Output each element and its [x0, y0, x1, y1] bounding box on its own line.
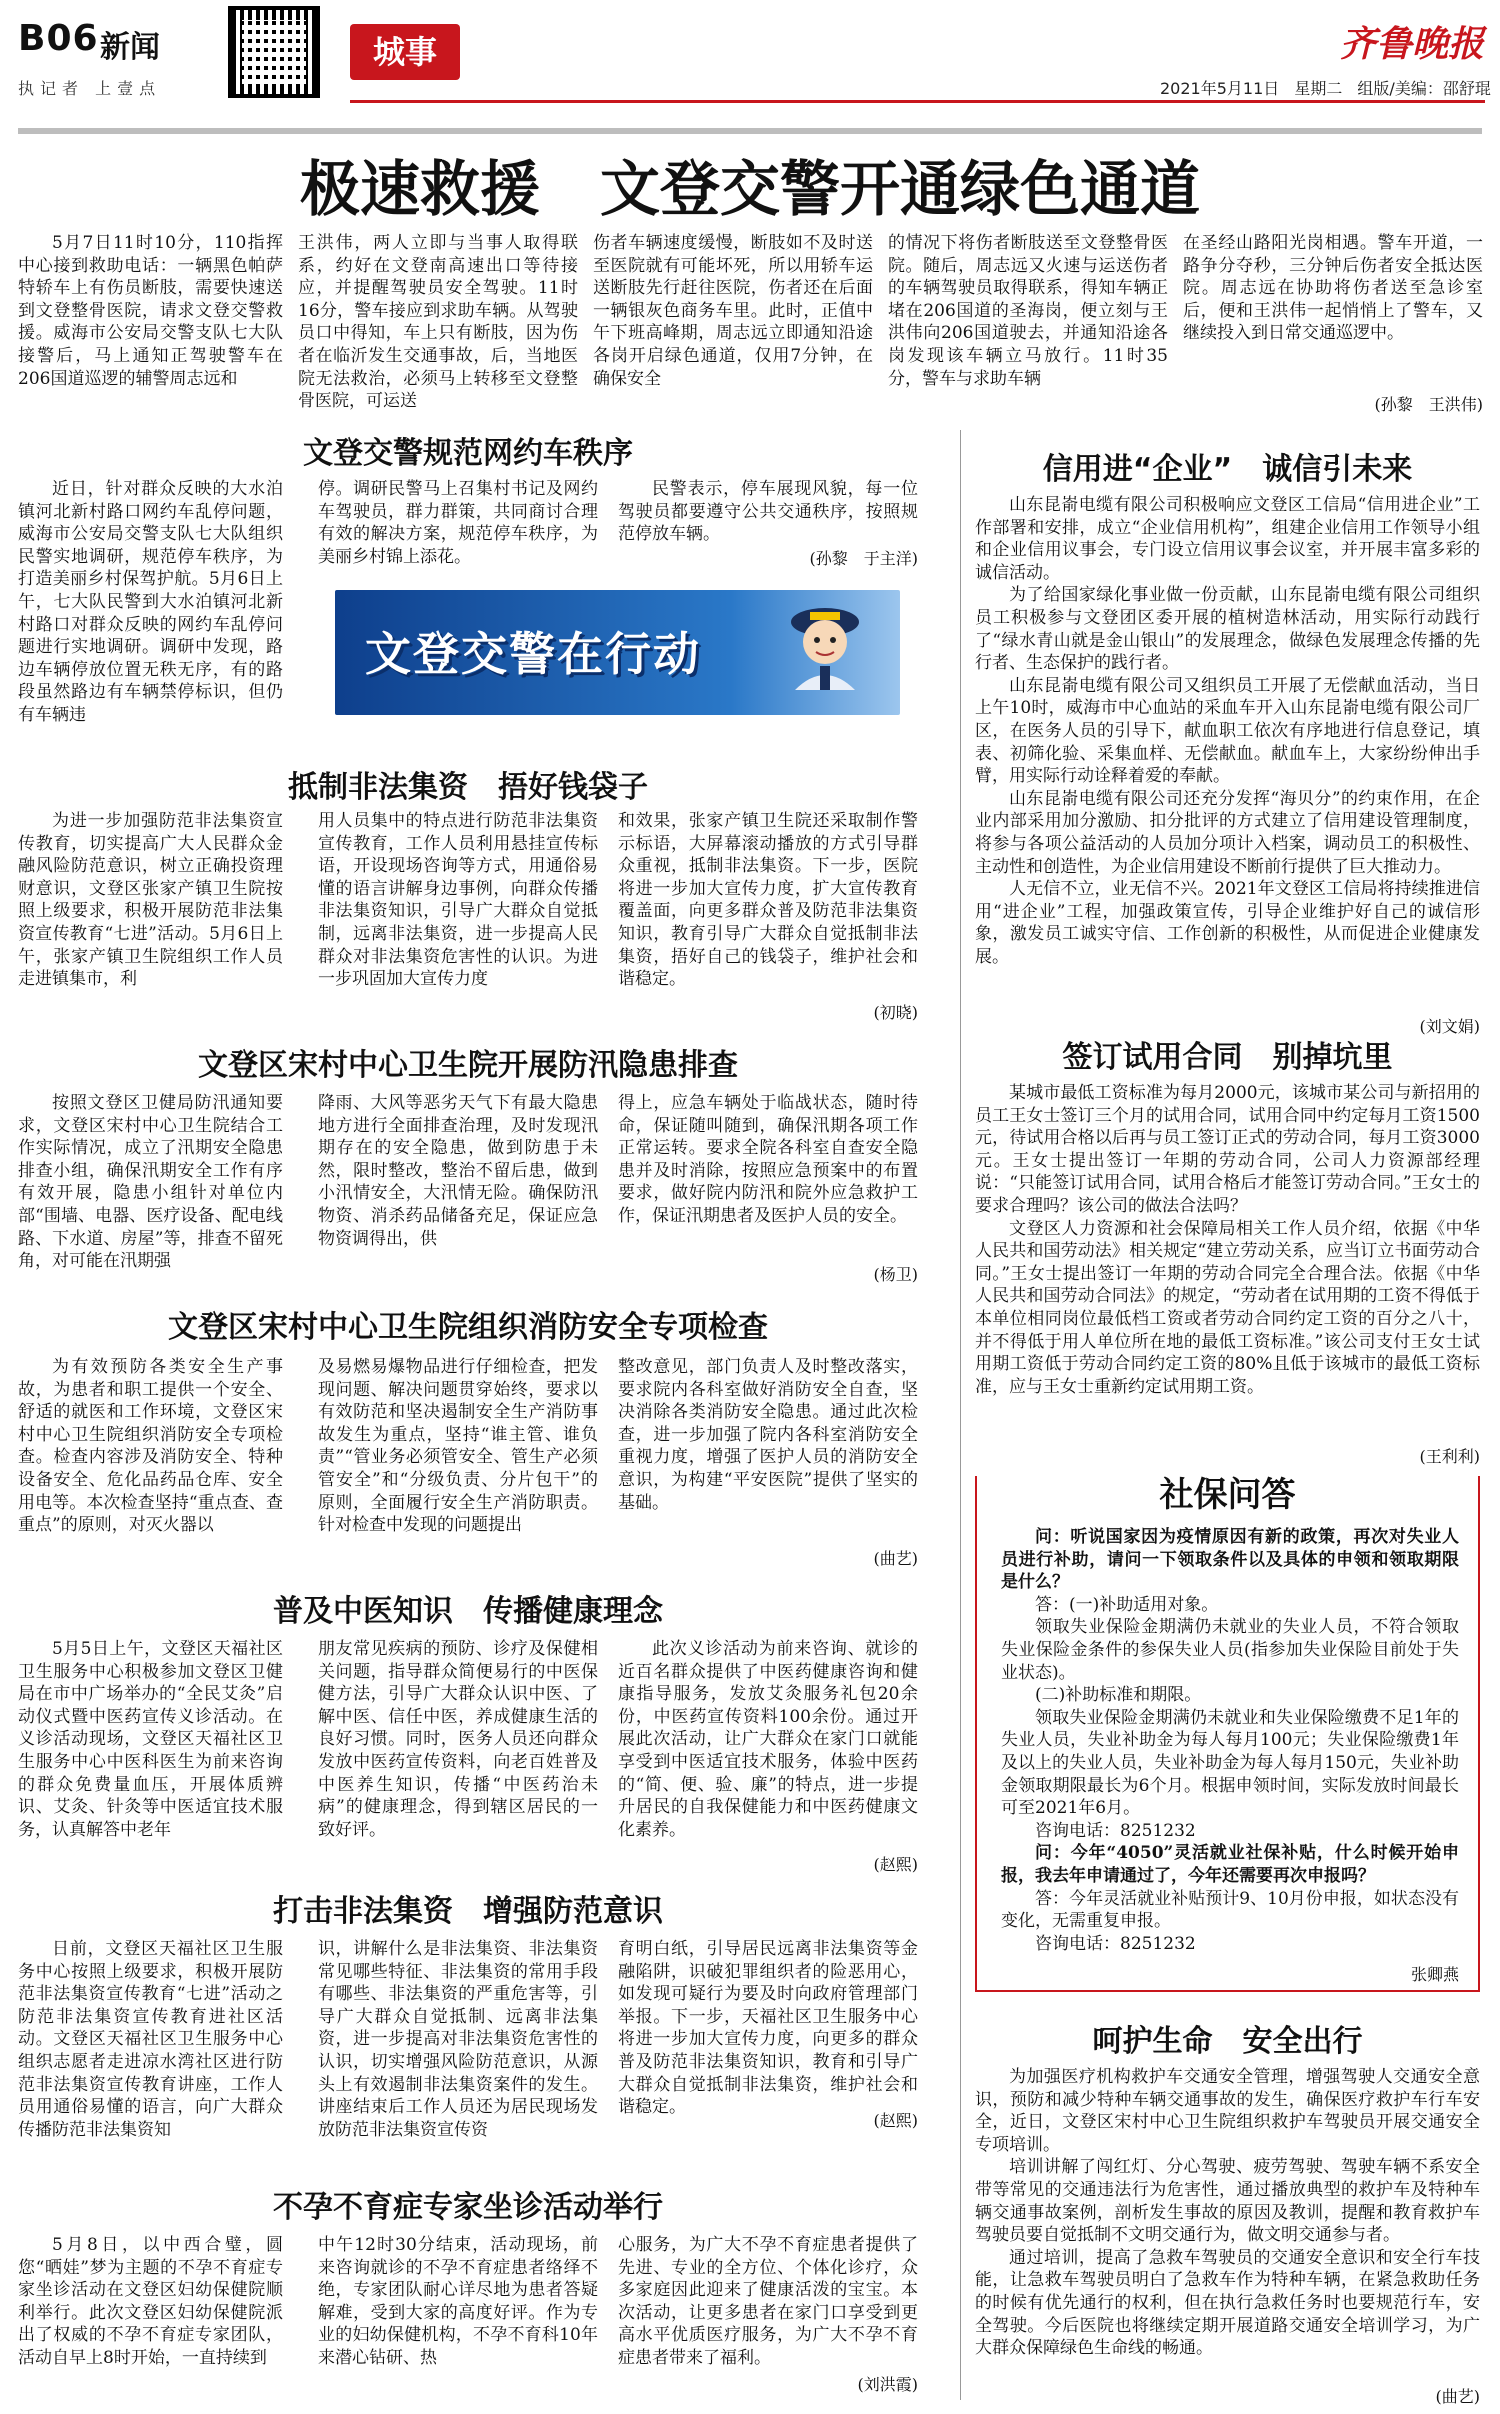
article-col-2: 停。调研民警马上召集村书记及网约车驾驶员，群力群策，共同商讨合理有效的解决方案，规范停车秩序，为美丽乡村锦上添花。: [318, 479, 598, 567]
article-headline: 抵制非法集资 捂好钱袋子: [288, 770, 648, 805]
article-col-1: 近日，针对群众反映的大水泊镇河北新村路口网约车乱停问题，威海市公安局交警支队七大队组织民警实地调研，规范停车秩序，为打造美丽乡村保驾护航。5月6日上午，七大队民警到大水泊镇河北新村路口对群众反映的网约车乱停问题进行实地调研。调研中发现，路边车辆停放位置无秩无序，有的路段虽然路边有车辆禁停标识，但仍有车辆违: [18, 479, 283, 725]
article-col-1: 按照文登区卫健局防汛通知要求，文登区宋村中心卫生院结合工作实际情况，成立了汛期安全隐患排查小组，确保汛期安全工作有序有效开展，隐患小组针对单位内部“围墙、电器、医疗设备、配电线路、下水道、房屋”等，排查不留死角，对可能在汛期强: [18, 1093, 283, 1272]
lead-headline: 极速救援 文登交警开通绿色通道: [300, 155, 1200, 225]
article-byline: (刘洪霞): [857, 2375, 918, 2394]
header-red-rule: [350, 100, 1485, 103]
article-byline: (杨卫): [873, 1265, 918, 1284]
article-col-3: 和效果，张家产镇卫生院还采取制作警示标语，大屏幕滚动播放的方式引导群众重视，抵制非法集资。下一步，医院将进一步加大宣传力度，扩大宣传教育覆盖面，向更多群众普及防范非法集资知识，教育引导广大群众自觉抵制非法集资，捂好自己的钱袋子，维护社会和谐稳定。: [618, 811, 918, 990]
lead-col-1: 5月7日11时10分，110指挥中心接到救助电话：一辆黑色帕萨特轿车上有伤员断肢，需要快速送到文登整骨医院，请求文登交警救援。威海市公安局交警支队七大队接警后，马上通知正驾驶警车在206国道巡逻的辅警周志远和: [18, 233, 283, 389]
article-headline: 签订试用合同 别掉坑里: [1062, 1040, 1393, 1075]
article-col-1: 5月8日，以中西合璧，圆您“晒娃”梦为主题的不孕不育症专家坐诊活动在文登区妇幼保健院顺利举行。此次文登区妇幼保健院派出了权威的不孕不育症专家团队，活动自早上8时开始，一直持续到: [18, 2235, 283, 2368]
police-banner: [335, 590, 900, 715]
article-body: 某城市最低工资标准为每月2000元，该城市某公司与新招用的员工王女士签订三个月的试用合同，试用合同中约定每月工资1500元，待试用合格以后再与员工签订正式的劳动合同，每月工资3000元。王女士提出签订一年期的劳动合同，公司人力资源部经理说：“只能签订试用合同，试用合格后才能签订劳动合同。”王女士的要求合理吗？该公司的做法合法吗？ 文登区人力资源和社会保障局相关工作人员介绍，依据《中华人民共和国劳动法》相关规定“建立劳动关系，应当订立书面劳动合同。”王女士提出签订一年期的劳动合同完全合理合法。依据《中华人民共和国劳动合同法》的规定，“劳动者在试用期的工资不得低于本单位相同岗位最低档工资或者劳动合同约定工资的百分之八十，并不得低于用人单位所在地的最低工资标准。”该公司支付王女士试用期工资低于劳动合同约定工资的80%且低于该城市的最低工资标准，应与王女士重新约定试用期工资。: [975, 1083, 1480, 1397]
editors-line: 执记者 上壹点: [18, 79, 162, 98]
qa-byline: 张卿燕: [1410, 1965, 1459, 1984]
article-headline: 打击非法集资 增强防范意识: [273, 1894, 663, 1929]
article-byline: (孙黎 于主洋): [809, 549, 918, 568]
social-security-qa-box: [975, 1476, 1480, 1992]
qr-code-icon[interactable]: [228, 6, 320, 98]
article-headline: 文登交警规范网约车秩序: [303, 436, 633, 471]
question-2: 问：今年“4050”灵活就业社保补贴，什么时候开始申报，我去年申请通过了，今年还需要再次申报吗？: [1001, 1843, 1459, 1886]
qa-title: 社保问答: [977, 1470, 1478, 1520]
article-byline: (赵熙): [873, 2111, 918, 2130]
qa-body: 问：听说国家因为疫情原因有新的政策，再次对失业人员进行补助，请问一下领取条件以及具体的申领和领取期限是什么？ 答：(一)补助适用对象。 领取失业保险金期满仍未就业的失业人员，不符合领取失业保险金条件的参保失业人员(指参加失业保险目前处于失业状态)。 (二)补助标准和期限。 领取失业保险金期满仍未就业和失业保险缴费不足1年的失业人员，失业补助金为每人每月100元；失业保险缴费1年及以上的失业人员，失业补助金为每人每月150元，失业补助金领取期限最长为6个月。根据申领时间，实际发放时间最长可至2021年6月。 咨询电话：8251232 问：今年“4050”灵活就业社保补贴，什么时候开始申报，我去年申请通过了，今年还需要再次申报吗？ 答：今年灵活就业补贴预计9、10月份申报，如状态没有变化，无需重复申报。 咨询电话：8251232: [1001, 1527, 1459, 1954]
lead-col-2: 王洪伟，两人立即与当事人取得联系，约好在文登南高速出口等待接应，并提醒驾驶员安全驾驶。11时16分，警车接应到求助车辆。从驾驶员口中得知，车上只有断肢，因为伤者在临沂发生交通事故，后，当地医院无法救治，必须马上转移至文登整骨医院，可运送: [298, 233, 578, 412]
page-number: B06: [18, 18, 99, 59]
article-headline: 普及中医知识 传播健康理念: [273, 1594, 663, 1629]
article-col-1: 日前，文登区天福社区卫生服务中心按照上级要求，积极开展防范非法集资宣传教育“七进”活动之防范非法集资宣传教育进社区活动。文登区天福社区卫生服务中心组织志愿者走进凉水湾社区进行防范非法集资宣传教育讲座，工作人员用通俗易懂的语言，向广大群众传播防范非法集资知: [18, 1939, 283, 2140]
article-col-2: 及易燃易爆物品进行仔细检查，把发现问题、解决问题贯穿始终，要求以有效防范和坚决遏制安全生产消防事故发生为重点，坚持“谁主管、谁负责”“管业务必须管安全、管生产必须管安全”和“分级负责、分片包干”的原则，全面履行安全生产消防职责。针对检查中发现的问题提出: [318, 1357, 598, 1536]
article-col-3: 育明白纸，引导居民远离非法集资等金融陷阱，识破犯罪组织者的险恶用心，如发现可疑行为要及时向政府管理部门举报。下一步，天福社区卫生服务中心将进一步加大宣传力度，向更多的群众普及防范非法集资知识，教育和引导广大群众自觉抵制非法集资，维护社会和谐稳定。: [618, 1939, 918, 2118]
dateline: 2021年5月11日 星期二 组版/美编：邵舒琨: [1160, 79, 1491, 98]
article-byline: (王利利): [1419, 1447, 1480, 1466]
column-divider: [960, 430, 961, 2400]
article-byline: (初晓): [873, 1003, 918, 1022]
article-byline: (曲艺): [1435, 2387, 1480, 2406]
banner-text: 文登交警在行动: [365, 627, 701, 681]
article-body: 山东昆嵛电缆有限公司积极响应文登区工信局“信用进企业”工作部署和安排，成立“企业信用机构”，组建企业信用工作领导小组和企业信用议事会，专门设立信用议事会议室，并开展丰富多彩的诚信活动。 为了给国家绿化事业做一份贡献，山东昆嵛电缆有限公司组织员工积极参与文登团区委开展的植树造林活动，用实际行动践行了“绿水青山就是金山银山”的发展理念，做绿色发展理念传播的先行者、生态保护的践行者。 山东昆嵛电缆有限公司又组织员工开展了无偿献血活动，当日上午10时，威海市中心血站的采血车开入山东昆嵛电缆有限公司厂区，在医务人员的引导下，献血职工依次有序地进行信息登记，填表、初筛化验、采集血样、无偿献血。献血车上，大家纷纷伸出手臂，用实际行动诠释着爱的奉献。 山东昆嵛电缆有限公司还充分发挥“海贝分”的约束作用，在企业内部采用加分激励、扣分批评的方式建立了信用建设管理制度，将参与各项公益活动的人员加分项计入档案，调动员工的积极性、主动性和创造性，为企业信用建设不断前行提供了巨大推动力。 人无信不立，业无信不兴。2021年文登区工信局将持续推进信用“进企业”工程，加强政策宣传，引导企业维护好自己的诚信形象，激发员工诚实守信、工作创新的积极性，从而促进企业健康发展。: [975, 495, 1480, 967]
article-col-2: 用人员集中的特点进行防范非法集资宣传教育，工作人员利用悬挂宣传标语，开设现场咨询等方式，用通俗易懂的语言讲解身边事例，向群众传播非法集资知识，引导广大群众自觉抵制，远离非法集资，进一步提高人民群众对非法集资危害性的认识。为进一步巩固加大宣传力度: [318, 811, 598, 990]
section-tag: 城事: [350, 24, 460, 80]
article-col-3: 民警表示，停车展现风貌，每一位驾驶员都要遵守公共交通秩序，按照规范停放车辆。: [618, 479, 918, 545]
header-grey-rule: [18, 128, 1482, 134]
article-col-2: 降雨、大风等恶劣天气下有最大隐患地方进行全面排查治理，及时发现汛期存在的安全隐患，做到防患于未然，限时整改，整治不留后患，做到小汛情安全，大汛情无险。确保防汛物资、消杀药品储备充足，保证应急物资调得出，供: [318, 1093, 598, 1249]
question-1: 问：听说国家因为疫情原因有新的政策，再次对失业人员进行补助，请问一下领取条件以及具体的申领和领取期限是什么？: [1001, 1527, 1459, 1593]
article-headline: 不孕不育症专家坐诊活动举行: [273, 2190, 663, 2225]
section-name: 新闻: [100, 30, 160, 65]
article-col-2: 朋友常见疾病的预防、诊疗及保健相关问题，指导群众简便易行的中医保健方法，引导广大群众认识中医、了解中医、信任中医，养成健康生活的良好习惯。同时，医务人员还向群众发放中医药宣传资料，向老百姓普及中医养生知识，传播“中医药治未病”的健康理念，得到辖区居民的一致好评。: [318, 1639, 598, 1840]
lead-col-4: 的情况下将伤者断肢送至文登整骨医院。随后，周志远又火速与运送伤者的车辆驾驶员取得联系，得知车辆正堵在206国道的圣海岗，便立刻与王洪伟向206国道驶去，并通知沿途各岗发现该车辆立马放行。11时35分，警车与求助车辆: [888, 233, 1168, 389]
lead-byline: (孙黎 王洪伟): [1374, 395, 1483, 414]
article-col-1: 为进一步加强防范非法集资宣传教育，切实提高广大人民群众金融风险防范意识，树立正确投资理财意识，文登区张家产镇卫生院按照上级要求，积极开展防范非法集资宣传教育“七进”活动。5月6日上午，张家产镇卫生院组织工作人员走进镇集市，利: [18, 811, 283, 990]
article-headline: 文登区宋村中心卫生院开展防汛隐患排查: [198, 1048, 738, 1083]
newspaper-logo: 齐鲁晚报: [1340, 23, 1485, 65]
lead-col-5: 在圣经山路阳光岗相遇。警车开道，一路争分夺秒，三分钟后伤者安全抵达医院。周志远在协助将伤者送至急诊室后，便和王洪伟一起悄悄上了警车，又继续投入到日常交通巡逻中。: [1183, 233, 1483, 344]
traffic-police-icon: [770, 590, 880, 690]
article-col-1: 为有效预防各类安全生产事故，为患者和职工提供一个安全、舒适的就医和工作环境，文登区宋村中心卫生院组织消防安全专项检查。检查内容涉及消防安全、特种设备安全、危化品药品仓库、安全用电等。本次检查坚持“重点查、查重点”的原则，对灭火器以: [18, 1357, 283, 1536]
article-byline: (刘文娟): [1419, 1017, 1480, 1036]
article-col-3: 心服务，为广大不孕不育症患者提供了先进、专业的全方位、个体化诊疗，众多家庭因此迎来了健康活泼的宝宝。本次活动，让更多患者在家门口享受到更高水平优质医疗服务，为广大不孕不育症患者带来了福利。: [618, 2235, 918, 2368]
lead-col-3: 伤者车辆速度缓慢，断肢如不及时送至医院就有可能坏死，所以用轿车运送断肢先行赶往医院，伤者还在后面一辆银灰色商务车里。此时，正值中午下班高峰期，周志远立即通知沿途各岗开启绿色通道，仅用7分钟，在确保安全: [593, 233, 873, 389]
article-col-2: 中午12时30分结束，活动现场，前来咨询就诊的不孕不育症患者络绎不绝，专家团队耐心详尽地为患者答疑解难，受到大家的高度好评。作为专业的妇幼保健机构，不孕不育科10年来潜心钻研、热: [318, 2235, 598, 2368]
article-byline: (赵熙): [873, 1855, 918, 1874]
article-byline: (曲艺): [873, 1549, 918, 1568]
article-col-2: 识，讲解什么是非法集资、非法集资常见哪些特征、非法集资的常用手段有哪些、非法集资的严重危害等，引导广大群众自觉抵制、远离非法集资，进一步提高对非法集资危害性的认识，切实增强风险防范意识，从源头上有效遏制非法集资案件的发生。讲座结束后工作人员还为居民现场发放防范非法集资宣传资: [318, 1939, 598, 2140]
article-headline: 信用进“企业” 诚信引未来: [1042, 452, 1413, 487]
masthead: [0, 0, 1500, 130]
article-headline: 文登区宋村中心卫生院组织消防安全专项检查: [168, 1310, 768, 1345]
article-body: 为加强医疗机构救护车交通安全管理，增强驾驶人交通安全意识，预防和减少特种车辆交通事故的发生，确保医疗救护车行车安全，近日，文登区宋村中心卫生院组织救护车驾驶员开展交通安全专项培训。 培训讲解了闯红灯、分心驾驶、疲劳驾驶、驾驶车辆不系安全带等常见的交通违法行为危害性，通过播放典型的救护车及特种车辆交通事故案例，剖析发生事故的原因及教训，提醒和教育救护车驾驶员要自觉抵制不文明交通行为，做文明交通参与者。 通过培训，提高了急救车驾驶员的交通安全意识和安全行车技能，让急救车驾驶员明白了急救车作为特种车辆，在紧急救助任务的时候有优先通行的权利，但在执行急救任务时也要规范行车，安全驾驶。今后医院也将继续定期开展道路交通安全培训学习，为广大群众保障绿色生命线的畅通。: [975, 2067, 1480, 2359]
article-col-1: 5月5日上午，文登区天福社区卫生服务中心积极参加文登区卫健局在市中广场举办的“全民艾灸”启动仪式暨中医药宣传义诊活动。在义诊活动现场，文登区天福社区卫生服务中心中医科医生为前来咨询的群众免费量血压，开展体质辨识、艾灸、针灸等中医适宜技术服务，认真解答中老年: [18, 1639, 283, 1840]
article-col-3: 整改意见，部门负责人及时整改落实，要求院内各科室做好消防安全自查，坚决消除各类消防安全隐患。通过此次检查，进一步加强了院内各科室消防安全重视力度，增强了医护人员的消防安全意识，为构建“平安医院”提供了坚实的基础。: [618, 1357, 918, 1513]
article-col-3: 此次义诊活动为前来咨询、就诊的近百名群众提供了中医药健康咨询和健康指导服务，发放艾灸服务礼包20余份，中医药宣传资料100余份。通过开展此次活动，让广大群众在家门口就能享受到中医适宜技术服务，体验中医药的“简、便、验、廉”的特点，进一步提升居民的自我保健能力和中医药健康文化素养。: [618, 1639, 918, 1840]
article-headline: 呵护生命 安全出行: [1092, 2024, 1363, 2059]
article-col-3: 得上，应急车辆处于临战状态，随时待命，保证随叫随到，确保汛期各项工作正常运转。要求全院各科室自查安全隐患并及时消除，按照应急预案中的布置要求，做好院内防汛和院外应急救护工作，保证汛期患者及医护人员的安全。: [618, 1093, 918, 1226]
